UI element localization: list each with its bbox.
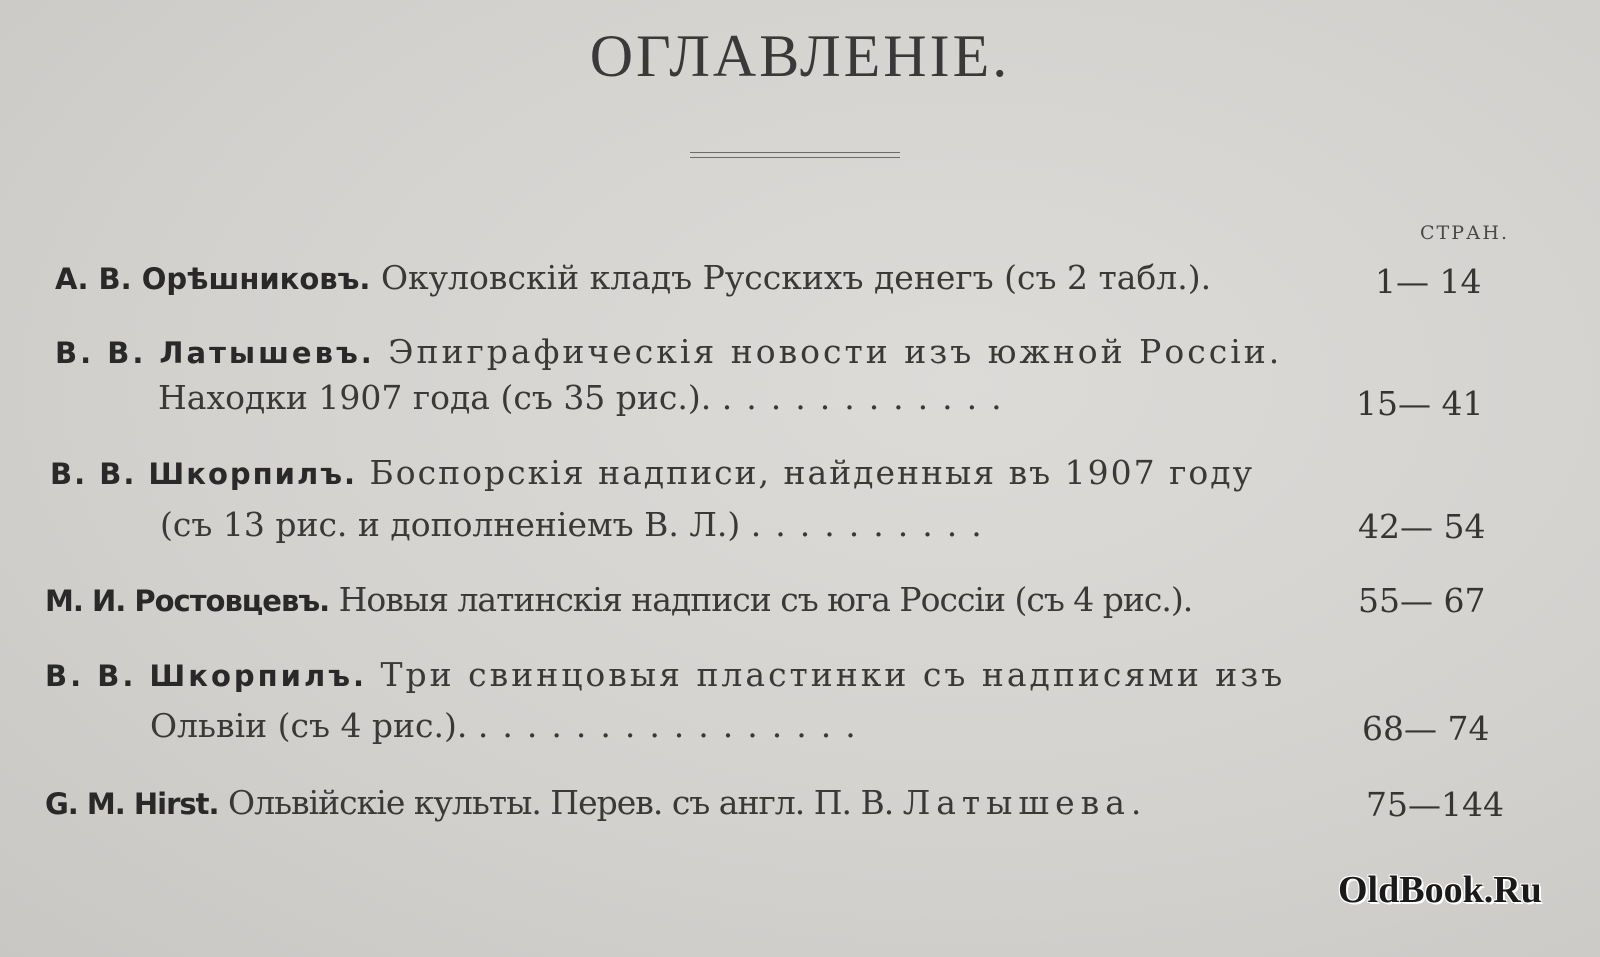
toc-entry-3 [50, 453, 1254, 492]
entry-title: Ольвiйскiе культы. Перев. съ англ. П. В. [228, 783, 894, 822]
entry-title-continued: (съ 13 рис. и дополненiемъ В. Л.) [160, 505, 741, 544]
toc-entry-5 [45, 655, 1285, 694]
entry-author: А. В. Орѣшниковъ. [55, 262, 371, 296]
entry-title: Три свинцовыя пластинки съ надписями изъ [380, 655, 1286, 694]
entry-pages: 15— 41 [1356, 384, 1484, 423]
toc-entry-2-cont [158, 378, 1016, 417]
dot-leader: ............ [721, 378, 1016, 417]
entry-pages: 42— 54 [1358, 507, 1486, 546]
dot-leader: .......... [750, 505, 996, 544]
title-rule-top [690, 152, 900, 153]
entry-author: В. В. Латышевъ. [55, 336, 375, 370]
entry-pages: 75—144 [1366, 785, 1504, 824]
watermark-logo: OldBook.Ru [1338, 869, 1542, 911]
entry-pages: 68— 74 [1362, 709, 1490, 748]
toc-entry-1 [55, 258, 1211, 297]
title-rule-bottom [690, 157, 900, 158]
page-title: ОГЛАВЛЕНIЕ. [589, 23, 1011, 89]
entry-title: Окуловскiй кладъ Русскихъ денегъ (съ 2 табл.). [380, 258, 1212, 297]
entry-title: Боспорскiя надписи, найденныя въ 1907 году [369, 453, 1255, 492]
entry-author: М. И. Ростовцевъ. [45, 584, 330, 618]
pages-column-header: СТРАН. [1420, 222, 1509, 244]
toc-entry-2 [55, 332, 1282, 371]
entry-author: G. M. Hirst. [45, 787, 219, 821]
entry-translator-spaced: Латышева. [902, 783, 1148, 822]
entry-title: Новыя латинскiя надписи съ юга Россiи (съ 4 рис.). [338, 580, 1193, 619]
entry-title: Эпиграфическiя новости изъ южной Россiи. [388, 332, 1283, 371]
entry-title-continued: Ольвiи (съ 4 рис.). [150, 706, 468, 745]
entry-pages: 1— 14 [1375, 262, 1482, 301]
entry-pages: 55— 67 [1358, 581, 1486, 620]
entry-title-continued: Находки 1907 года (съ 35 рис.). [158, 378, 712, 417]
toc-entry-4 [45, 580, 1192, 619]
toc-entry-5-cont [150, 706, 870, 745]
toc-entry-3-cont [160, 505, 996, 544]
entry-author: В. В. Шкорпилъ. [50, 457, 358, 491]
toc-entry-6 [45, 783, 1147, 822]
dot-leader: ................ [477, 706, 870, 745]
entry-author: В. В. Шкорпилъ. [45, 659, 368, 693]
